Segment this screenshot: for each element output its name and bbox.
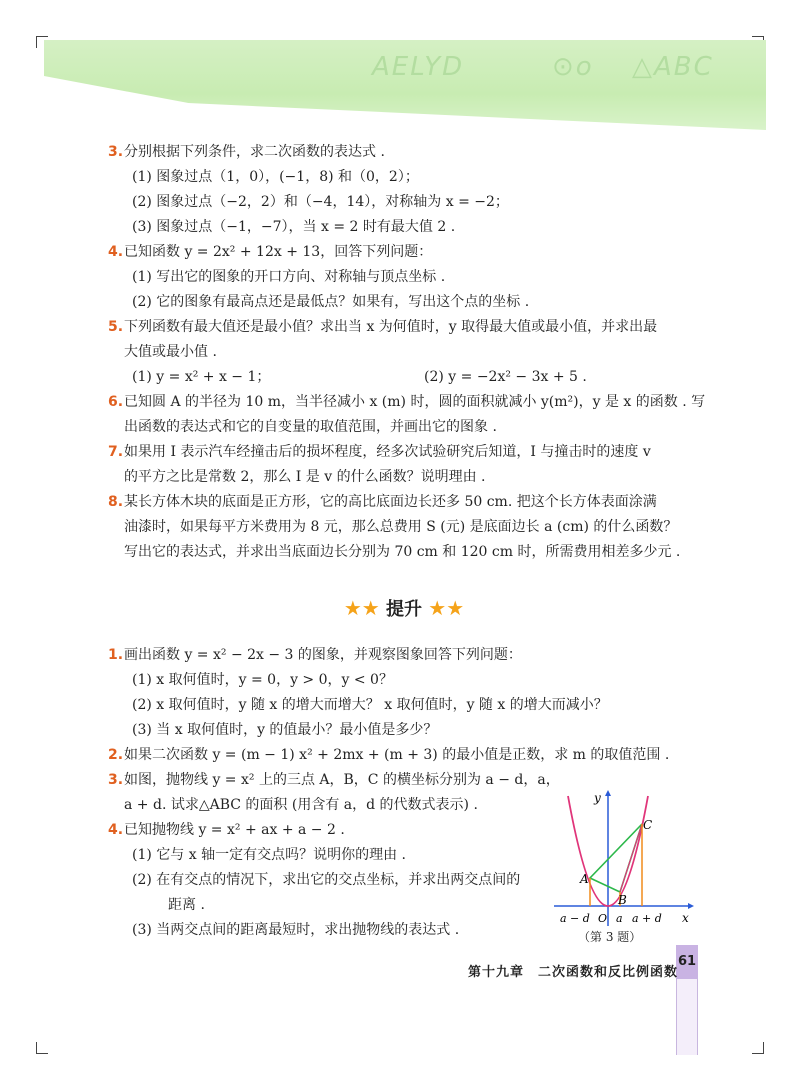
- exercise-number: 7.: [108, 444, 124, 460]
- banner-deco-text-2: ⊙o: [552, 52, 594, 82]
- exercise-number: 3.: [108, 144, 124, 160]
- advanced-line: 1.画出函数 y = x² − 2x − 3 的图象，并观察图象回答下列问题：: [124, 643, 684, 668]
- advanced-line: (3) 当两交点间的距离最短时，求出抛物线的表达式 .: [132, 922, 460, 938]
- exercise-line: 7.如果用 I 表示汽车经撞击后的损坏程度，经多次试验研究后知道，I 与撞击时的速度 v: [124, 440, 684, 465]
- page-number: 61: [676, 945, 698, 979]
- label-point-a: A: [580, 872, 589, 886]
- exercise-number: 8.: [108, 494, 124, 510]
- exercise-5-parts: [124, 365, 684, 390]
- tick-a-plus-d: a + d: [632, 912, 662, 925]
- advanced-line: (3) 当 x 取何值时，y 的值最小？最小值是多少？: [132, 722, 438, 738]
- label-x-axis: x: [682, 911, 689, 925]
- crop-mark-bottom-right: [752, 1042, 764, 1054]
- star-icon: ★★: [343, 596, 380, 620]
- advanced-line: a + d. 试求△ABC 的面积 (用含有 a，d 的代数式表示) .: [124, 797, 478, 813]
- exercise-number: 2.: [108, 747, 124, 763]
- advanced-line: (2) 在有交点的情况下，求出它的交点坐标，并求出两交点间的: [132, 872, 521, 888]
- exercise-line: (2) 它的图象有最高点还是最低点？如果有，写出这个点的坐标 .: [132, 294, 530, 310]
- y-axis-arrow: [605, 790, 611, 796]
- exercise-line: 大值或最小值 .: [124, 344, 217, 360]
- exercise-line: 4.已知函数 y = 2x² + 12x + 13，回答下列问题：: [124, 240, 684, 265]
- crop-mark-bottom-left: [36, 1042, 48, 1054]
- exercise-number: 3.: [108, 772, 124, 788]
- section-title: [124, 595, 684, 621]
- exercise-number: 4.: [108, 822, 124, 838]
- exercise-line: (2) 图象过点（−2，2）和（−4，14），对称轴为 x = −2；: [132, 194, 509, 210]
- label-point-c: C: [643, 818, 653, 832]
- exercise-line: (3) 图象过点（−1，−7），当 x = 2 时有最大值 2 .: [132, 219, 456, 235]
- figure-parabola: [546, 788, 696, 946]
- parabola-diagram: [546, 788, 696, 928]
- exercise-line: (1) 图象过点（1，0），(−1，8) 和（0，2）；: [132, 169, 419, 185]
- exercise-line: 出函数的表达式和它的自变量的取值范围，并画出它的图象 .: [124, 419, 497, 435]
- advanced-line: (2) x 取何值时，y 随 x 的增大而增大？ x 取何值时，y 随 x 的增大而减小？: [132, 697, 608, 713]
- label-y-axis: y: [594, 791, 601, 805]
- section-title-text: 提升: [386, 599, 422, 620]
- figure-caption: （第 3 题）: [578, 930, 642, 944]
- tick-a: a: [616, 912, 623, 925]
- advanced-line: 距离 .: [168, 897, 205, 913]
- exercise-line: 的平方之比是常数 2，那么 I 是 v 的什么函数？说明理由 .: [124, 469, 486, 485]
- advanced-line: 3.如图，抛物线 y = x² 上的三点 A，B，C 的横坐标分别为 a − d，a，: [124, 768, 684, 793]
- exercise-line: 写出它的表达式，并求出当底面边长分别为 70 cm 和 120 cm 时，所需费用相差多少元 .: [124, 544, 681, 560]
- label-point-b: B: [618, 893, 627, 907]
- exercise-line: 油漆时，如果每平方米费用为 8 元，那么总费用 S (元) 是底面边长 a (cm) 的什么函数？: [124, 519, 678, 535]
- x-axis-arrow: [688, 903, 694, 909]
- advanced-line: 2.如果二次函数 y = (m − 1) x² + 2mx + (m + 3) 的最小值是正数，求 m 的取值范围 .: [124, 743, 684, 768]
- exercise-line: 5.下列函数有最大值还是最小值？求出当 x 为何值时，y 取得最大值或最小值，并求出最: [124, 315, 684, 340]
- segment-bc: [620, 824, 642, 892]
- advanced-line: (1) 它与 x 轴一定有交点吗？说明你的理由 .: [132, 847, 406, 863]
- banner-deco-text-3: △ABC: [632, 52, 714, 82]
- exercise-5-part-1: (1) y = x² + x − 1；: [132, 369, 271, 385]
- advanced-line: (1) x 取何值时，y = 0，y > 0，y < 0？: [132, 672, 393, 688]
- exercise-line: 8.某长方体木块的底面是正方形，它的高比底面边长还多 50 cm. 把这个长方体表面涂满: [124, 490, 684, 515]
- tick-a-minus-d: a − d: [560, 912, 590, 925]
- star-icon: ★★: [428, 596, 465, 620]
- banner-deco-text-1: AELYD: [372, 52, 465, 82]
- advanced-line: 4.已知抛物线 y = x² + ax + a − 2 .: [124, 818, 684, 843]
- tick-origin: O: [598, 912, 608, 925]
- exercise-line: (1) 写出它的图象的开口方向、对称轴与顶点坐标 .: [132, 269, 446, 285]
- exercise-number: 6.: [108, 394, 124, 410]
- exercise-number: 1.: [108, 647, 124, 663]
- chapter-footer: 第十九章 二次函数和反比例函数: [468, 965, 679, 980]
- exercise-line: 3.分别根据下列条件，求二次函数的表达式 .: [124, 140, 684, 165]
- exercise-number: 4.: [108, 244, 124, 260]
- exercise-5-part-2: (2) y = −2x² − 3x + 5 .: [424, 369, 587, 385]
- exercise-line: 6.已知圆 A 的半径为 10 m，当半径减小 x (m) 时，圆的面积就减小 y(m²)，y 是 x 的函数 . 写: [124, 390, 684, 415]
- exercise-number: 5.: [108, 319, 124, 335]
